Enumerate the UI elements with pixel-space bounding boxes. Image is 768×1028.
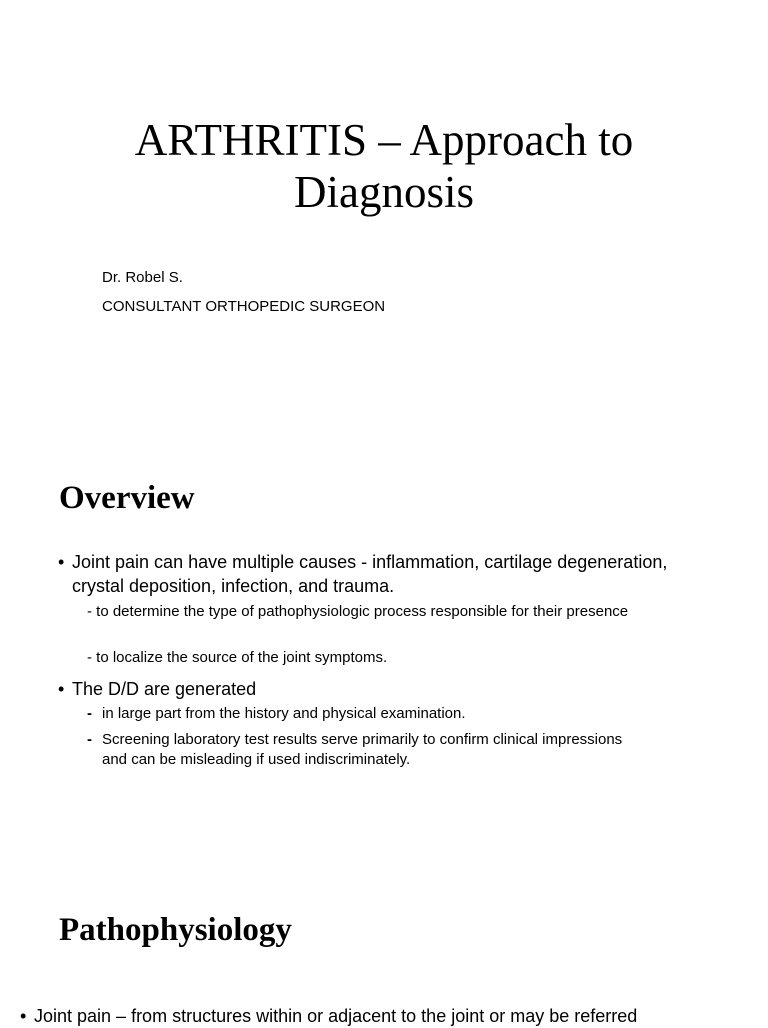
sub-item bbox=[87, 704, 647, 724]
dash-icon: - bbox=[87, 705, 92, 722]
slide-title: ARTHRITIS – Approach to Diagnosis bbox=[134, 115, 634, 217]
bullet-item bbox=[58, 550, 668, 598]
bullet-text: Joint pain – from structures within or adjacent to the joint or may be referred bbox=[34, 1006, 638, 1026]
bullet-item bbox=[20, 1004, 760, 1028]
bullet-text: Joint pain can have multiple causes - inflammation, cartilage degeneration, crystal deposition, infection, and trauma. bbox=[72, 552, 668, 596]
pathophysiology-slide bbox=[0, 864, 768, 1024]
bullet-icon: • bbox=[20, 1006, 27, 1026]
sub-item-text: in large part from the history and physical examination. bbox=[102, 705, 466, 722]
bullet-icon: • bbox=[58, 552, 65, 572]
sub-item bbox=[87, 730, 647, 770]
sub-item: - to determine the type of pathophysiologic process responsible for their presence bbox=[87, 603, 629, 620]
bullet-item bbox=[58, 677, 668, 701]
author-name: Dr. Robel S. bbox=[102, 269, 183, 286]
overview-slide bbox=[0, 432, 768, 864]
bullet-icon: • bbox=[58, 679, 65, 699]
overview-heading: Overview bbox=[59, 480, 195, 516]
author-role: CONSULTANT ORTHOPEDIC SURGEON bbox=[102, 298, 386, 315]
title-slide bbox=[0, 0, 768, 432]
sub-item-text: Screening laboratory test results serve primarily to confirm clinical impressions and can be misleading if used indiscriminately. bbox=[102, 731, 623, 768]
bullet-text: The D/D are generated bbox=[72, 679, 257, 699]
sub-item: - to localize the source of the joint symptoms. bbox=[87, 649, 388, 666]
dash-icon: - bbox=[87, 731, 92, 748]
pathophysiology-heading: Pathophysiology bbox=[59, 912, 292, 948]
